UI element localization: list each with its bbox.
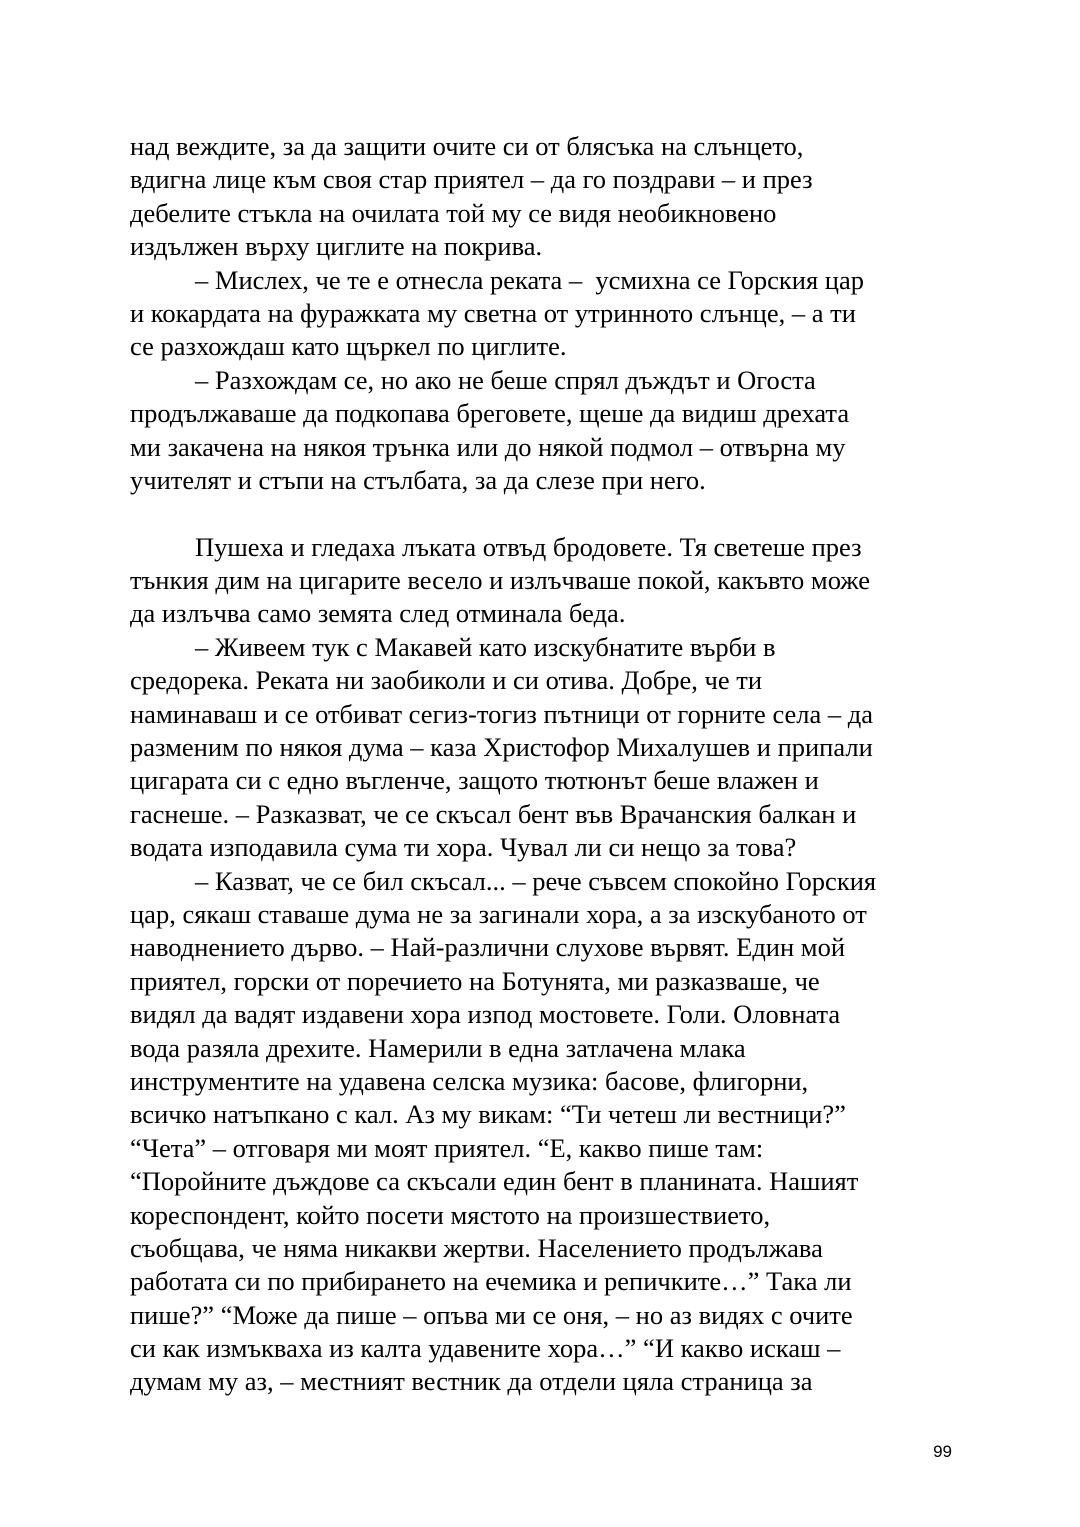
body-text [130,130,960,1399]
text-line: работата си по прибирането на ечемика и репичките…” Така ли [130,1266,852,1297]
text-line: цигарата си с едно въгленче, защото тютюнът беше влажен и [130,765,819,796]
page-number: 99 [933,1442,952,1461]
text-line: инструментите на удавена селска музика: басове, флигорни, [130,1065,809,1096]
text-line: да излъчва само земята след отминала беда. [130,598,626,629]
text-line: – Мислех, че те е отнесла реката – усмихна се Горския цар [195,264,864,295]
text-line: Пушеха и гледаха лъката отвъд бродовете. Тя светеше през [195,531,862,562]
text-line: средорека. Реката ни заобиколи и си отива. Добре, че ти [130,665,763,696]
text-line: наминаваш и се отбиват сегиз-тогиз пътници от горните села – да [130,698,874,729]
blank-line [130,497,960,530]
text-line: ми закачена на някоя трънка или до някой подмол – отвърна му [130,431,846,462]
text-line: наводнението дърво. – Най-различни слухове вървят. Един мой [130,932,845,963]
text-line: над веждите, за да защити очите си от блясъка на слънцето, [130,131,804,161]
text-line: вода разяла дрехите. Намерили в една затлачена млака [130,1032,746,1063]
text-line: – Разхождам се, но ако не беше спрял дъждът и Огоста [195,364,816,395]
text-line: гаснеше. – Разказват, че се скъсал бент във Врачанския балкан и [130,798,857,829]
text-line: издължен върху циглите на покрива. [130,231,543,262]
text-line: – Казват, че се бил скъсал... – рече съвсем спокойно Горския [195,865,877,896]
text-line: дебелите стъкла на очилата той му се видя необикновено [130,197,777,228]
text-line: “Поройните дъждове са скъсали един бент в планината. Нашият [130,1166,859,1197]
text-line: учителят и стъпи на стълбата, за да слезе при него. [130,464,706,495]
text-line: се разхождаш като щъркел по циглите. [130,331,567,362]
text-line: вдигна лице към своя стар приятел – да го поздрави – и през [130,164,813,195]
text-line: видял да вадят издавени хора изпод мостовете. Голи. Оловната [130,999,841,1030]
text-line: тънкия дим на цигарите весело и излъчваше покой, какъвто може [130,565,871,596]
text-line: разменим по някоя дума – каза Христофор Михалушев и припали [130,732,873,763]
text-line: и кокардата на фуражката му светна от утринното слънце, – а ти [130,297,856,328]
text-line: “Чета” – отговаря ми моят приятел. “Е, какво пише там: [130,1132,764,1163]
text-line: – Живеем тук с Макавей като изскубнатите върби в [195,631,776,662]
text-line: думам му аз, – местният вестник да отдели цяла страница за [130,1366,813,1397]
text-line: си как измъкваха из калта удавените хора…” “И какво искаш – [130,1333,841,1364]
text-line: пише?” “Може да пише – опъва ми се оня, – но аз видях с очите [130,1299,853,1330]
text-line: кореспондент, който посети мястото на произшествието, [130,1199,771,1230]
text-line: продължаваше да подкопава бреговете, щеше да видиш дрехата [130,398,850,429]
text-line: съобщава, че няма никакви жертви. Населението продължава [130,1232,823,1263]
text-line: водата изподавила сума ти хора. Чувал ли си нещо за това? [130,832,797,863]
text-line: всичко натъпкано с кал. Аз му викам: “Ти четеш ли вестници?” [130,1099,846,1130]
text-line: приятел, горски от поречието на Ботунята, ми разказваше, че [130,965,820,996]
text-line: цар, сякаш ставаше дума не за загинали хора, а за изскубаното от [130,898,867,929]
